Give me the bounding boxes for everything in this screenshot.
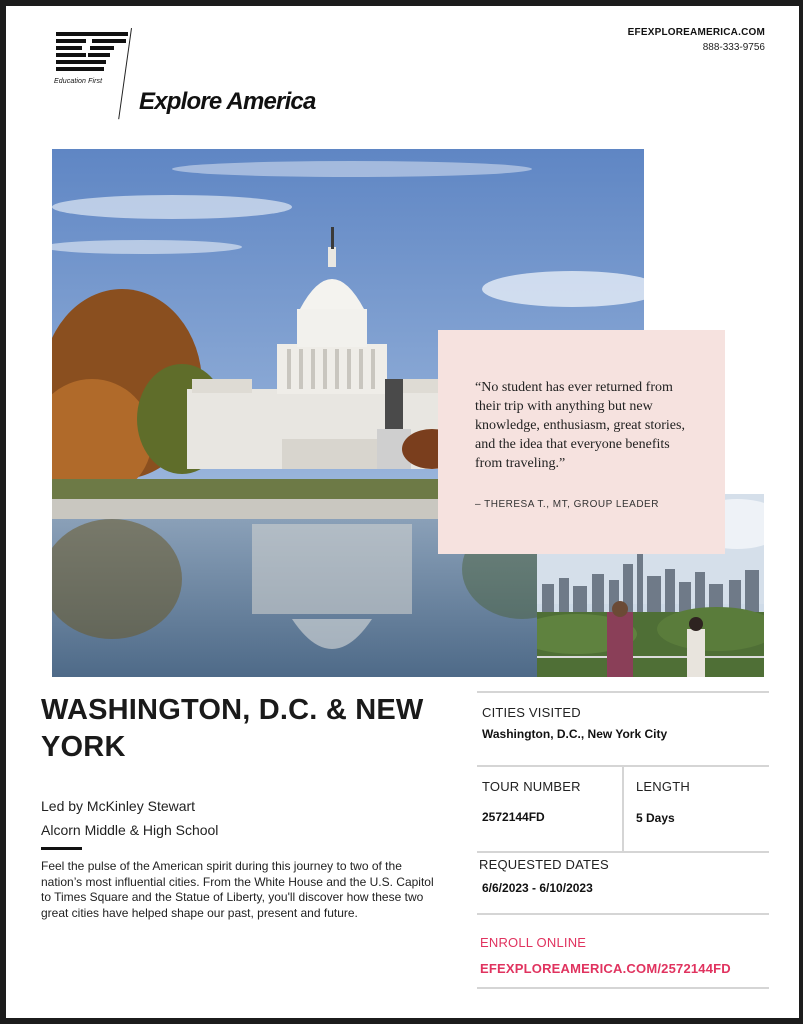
length-value: 5 Days (636, 811, 675, 825)
testimonial-author: – THERESA T., MT, GROUP LEADER (475, 499, 659, 510)
cities-visited-value: Washington, D.C., New York City (482, 727, 668, 741)
cities-visited-label: CITIES VISITED (482, 705, 581, 720)
phone-number: 888-333-9756 (702, 42, 765, 53)
details-vertical-divider (622, 766, 624, 852)
enroll-online-link[interactable]: EFEXPLOREAMERICA.COM/2572144FD (480, 961, 731, 976)
details-divider (477, 987, 769, 989)
details-divider (477, 851, 769, 853)
brand-title: Explore America (139, 88, 316, 115)
enroll-online-label: ENROLL ONLINE (480, 935, 587, 950)
testimonial-quote: “No student has ever returned from their trip with anything but new knowledge, enthusiasm, great stories, and the idea that everyone benefits from traveling.” (475, 380, 685, 471)
school-name: Alcorn Middle & High School (41, 822, 219, 838)
requested-dates-value: 6/6/2023 - 6/10/2023 (482, 881, 593, 895)
title-divider (41, 847, 82, 850)
logo-subtitle: Education First (54, 78, 103, 85)
tour-title: WASHINGTON, D.C. & NEW YORK (41, 694, 424, 763)
tour-number-value: 2572144FD (482, 810, 545, 824)
length-label: LENGTH (636, 779, 690, 794)
group-leader: Led by McKinley Stewart (41, 798, 196, 814)
brochure-page (6, 6, 799, 1018)
website-link[interactable]: EFEXPLOREAMERICA.COM (627, 27, 765, 38)
tour-number-label: TOUR NUMBER (482, 779, 581, 794)
requested-dates-label: REQUESTED DATES (479, 857, 609, 872)
details-divider (477, 691, 769, 693)
testimonial-card (438, 330, 725, 554)
details-divider (477, 913, 769, 915)
contact-block (628, 27, 765, 53)
tour-description: Feel the pulse of the American spirit during this journey to two of the nation’s most influential cities. From the White House and the U.S. Capitol to Times Square and the Statue of Liberty, you'll discover how these two great cities have helped shape our past, present and future. (41, 859, 434, 920)
